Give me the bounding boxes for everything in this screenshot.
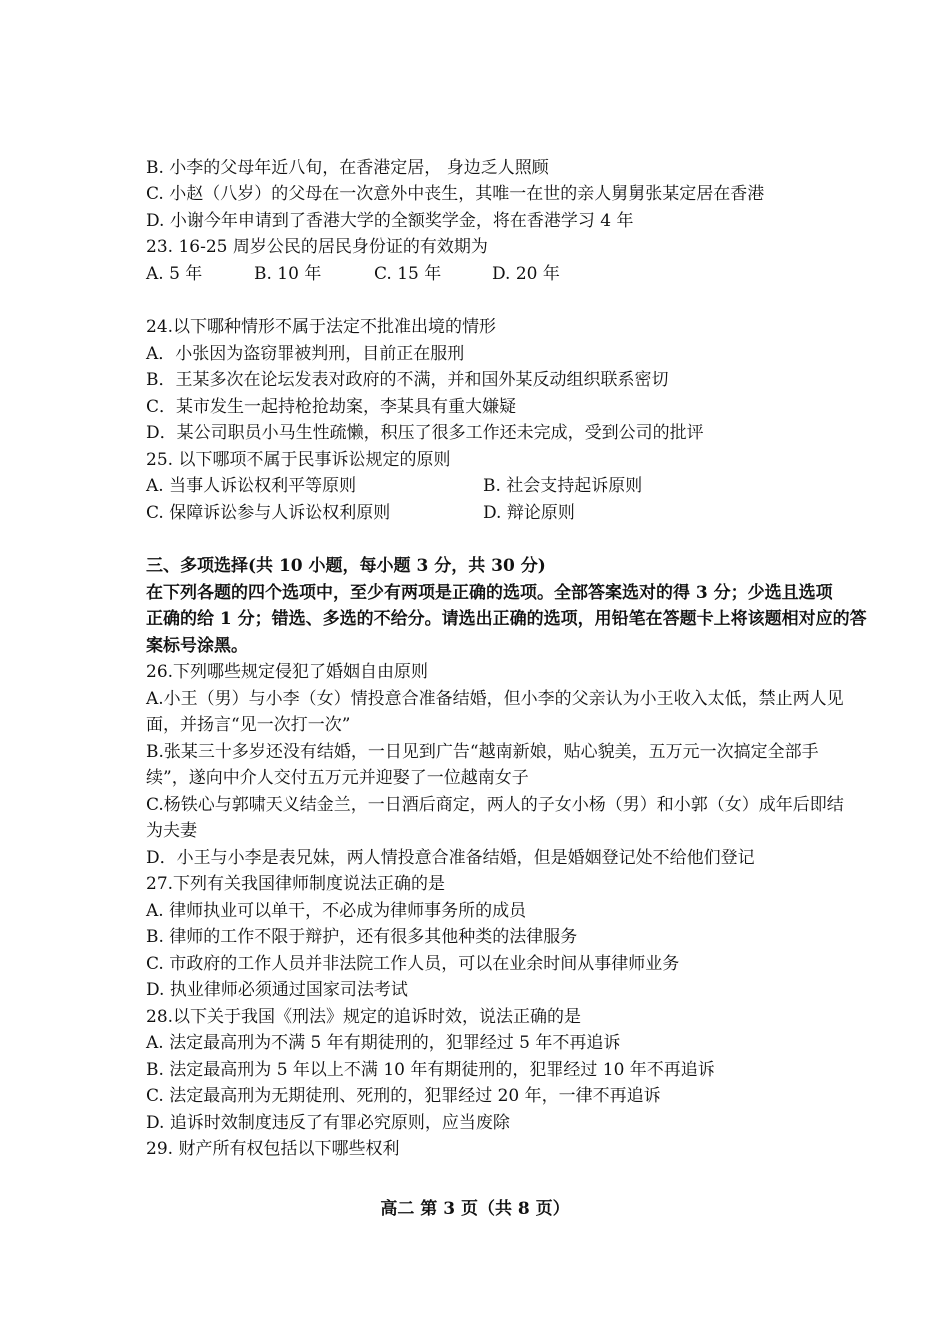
- q27-option-c: C. 市政府的工作人员并非法院工作人员，可以在业余时间从事律师业务: [146, 954, 680, 974]
- q23-option-b: B. 10 年: [254, 264, 322, 284]
- q24-option-c: C．某市发生一起持枪抢劫案，李某具有重大嫌疑: [146, 397, 517, 417]
- section-3-instructions-line-1: 在下列各题的四个选项中，至少有两项是正确的选项。全部答案选对的得 3 分；少选且选项: [146, 583, 833, 603]
- q25-option-b: B. 社会支持起诉原则: [483, 476, 643, 496]
- page-footer: 高二 第 3 页（共 8 页）: [380, 1199, 570, 1219]
- section-3-instructions-line-2: 正确的给 1 分；错选、多选的不给分。请选出正确的选项，用铅笔在答题卡上将该题相对应的答: [146, 609, 867, 629]
- q23-stem: 23. 16-25 周岁公民的居民身份证的有效期为: [146, 237, 488, 257]
- q27-stem: 27.下列有关我国律师制度说法正确的是: [146, 874, 446, 894]
- q24-option-a: A．小张因为盗窃罪被判刑，目前正在服刑: [146, 344, 465, 364]
- q26-stem: 26.下列哪些规定侵犯了婚姻自由原则: [146, 662, 429, 682]
- section-3-instructions-line-3: 案标号涂黑。: [146, 636, 248, 656]
- q22-option-c: C. 小赵（八岁）的父母在一次意外中丧生，其唯一在世的亲人舅舅张某定居在香港: [146, 184, 765, 204]
- q29-stem: 29. 财产所有权包括以下哪些权利: [146, 1139, 400, 1159]
- q24-option-b: B．王某多次在论坛发表对政府的不满，并和国外某反动组织联系密切: [146, 370, 669, 390]
- q24-option-d: D．某公司职员小马生性疏懒，积压了很多工作还未完成，受到公司的批评: [146, 423, 704, 443]
- q25-option-a: A. 当事人诉讼权利平等原则: [146, 476, 357, 496]
- q27-option-a: A. 律师执业可以单干，不必成为律师事务所的成员: [146, 901, 527, 921]
- q28-option-a: A. 法定最高刑为不满 5 年有期徒刑的，犯罪经过 5 年不再追诉: [146, 1033, 621, 1053]
- q25-option-d: D. 辩论原则: [483, 503, 575, 523]
- q26-option-d: D．小王与小李是表兄妹，两人情投意合准备结婚，但是婚姻登记处不给他们登记: [146, 848, 755, 868]
- section-3-heading: 三、多项选择(共 10 小题，每小题 3 分，共 30 分): [146, 556, 546, 576]
- q22-option-b: B. 小李的父母年近八旬，在香港定居， 身边乏人照顾: [146, 158, 549, 178]
- q26-option-c-line-2: 为夫妻: [146, 821, 197, 841]
- q26-option-b-line-2: 续”，遂向中介人交付五万元并迎娶了一位越南女子: [146, 768, 529, 788]
- q28-option-d: D. 追诉时效制度违反了有罪必究原则，应当废除: [146, 1113, 510, 1133]
- q28-option-c: C. 法定最高刑为无期徒刑、死刑的，犯罪经过 20 年，一律不再追诉: [146, 1086, 661, 1106]
- q23-option-a: A. 5 年: [146, 264, 203, 284]
- q23-option-c: C. 15 年: [374, 264, 442, 284]
- q22-option-d: D. 小谢今年申请到了香港大学的全额奖学金，将在香港学习 4 年: [146, 211, 634, 231]
- q26-option-a-line-1: A.小王（男）与小李（女）情投意合准备结婚，但小李的父亲认为小王收入太低，禁止两人见: [146, 689, 844, 709]
- q26-option-a-line-2: 面，并扬言“见一次打一次”: [146, 715, 351, 735]
- q23-option-d: D. 20 年: [492, 264, 560, 284]
- q26-option-b-line-1: B.张某三十多岁还没有结婚，一日见到广告“越南新娘，贴心貌美，五万元一次搞定全部手: [146, 742, 819, 762]
- q25-option-c: C. 保障诉讼参与人诉讼权利原则: [146, 503, 391, 523]
- q28-option-b: B. 法定最高刑为 5 年以上不满 10 年有期徒刑的，犯罪经过 10 年不再追诉: [146, 1060, 715, 1080]
- q27-option-b: B. 律师的工作不限于辩护，还有很多其他种类的法律服务: [146, 927, 578, 947]
- q28-stem: 28.以下关于我国《刑法》规定的追诉时效，说法正确的是: [146, 1007, 582, 1027]
- q27-option-d: D. 执业律师必须通过国家司法考试: [146, 980, 408, 1000]
- q24-stem: 24.以下哪种情形不属于法定不批准出境的情形: [146, 317, 497, 337]
- q25-stem: 25. 以下哪项不属于民事诉讼规定的原则: [146, 450, 451, 470]
- q26-option-c-line-1: C.杨铁心与郭啸天义结金兰，一日酒后商定，两人的子女小杨（男）和小郭（女）成年后即结: [146, 795, 844, 815]
